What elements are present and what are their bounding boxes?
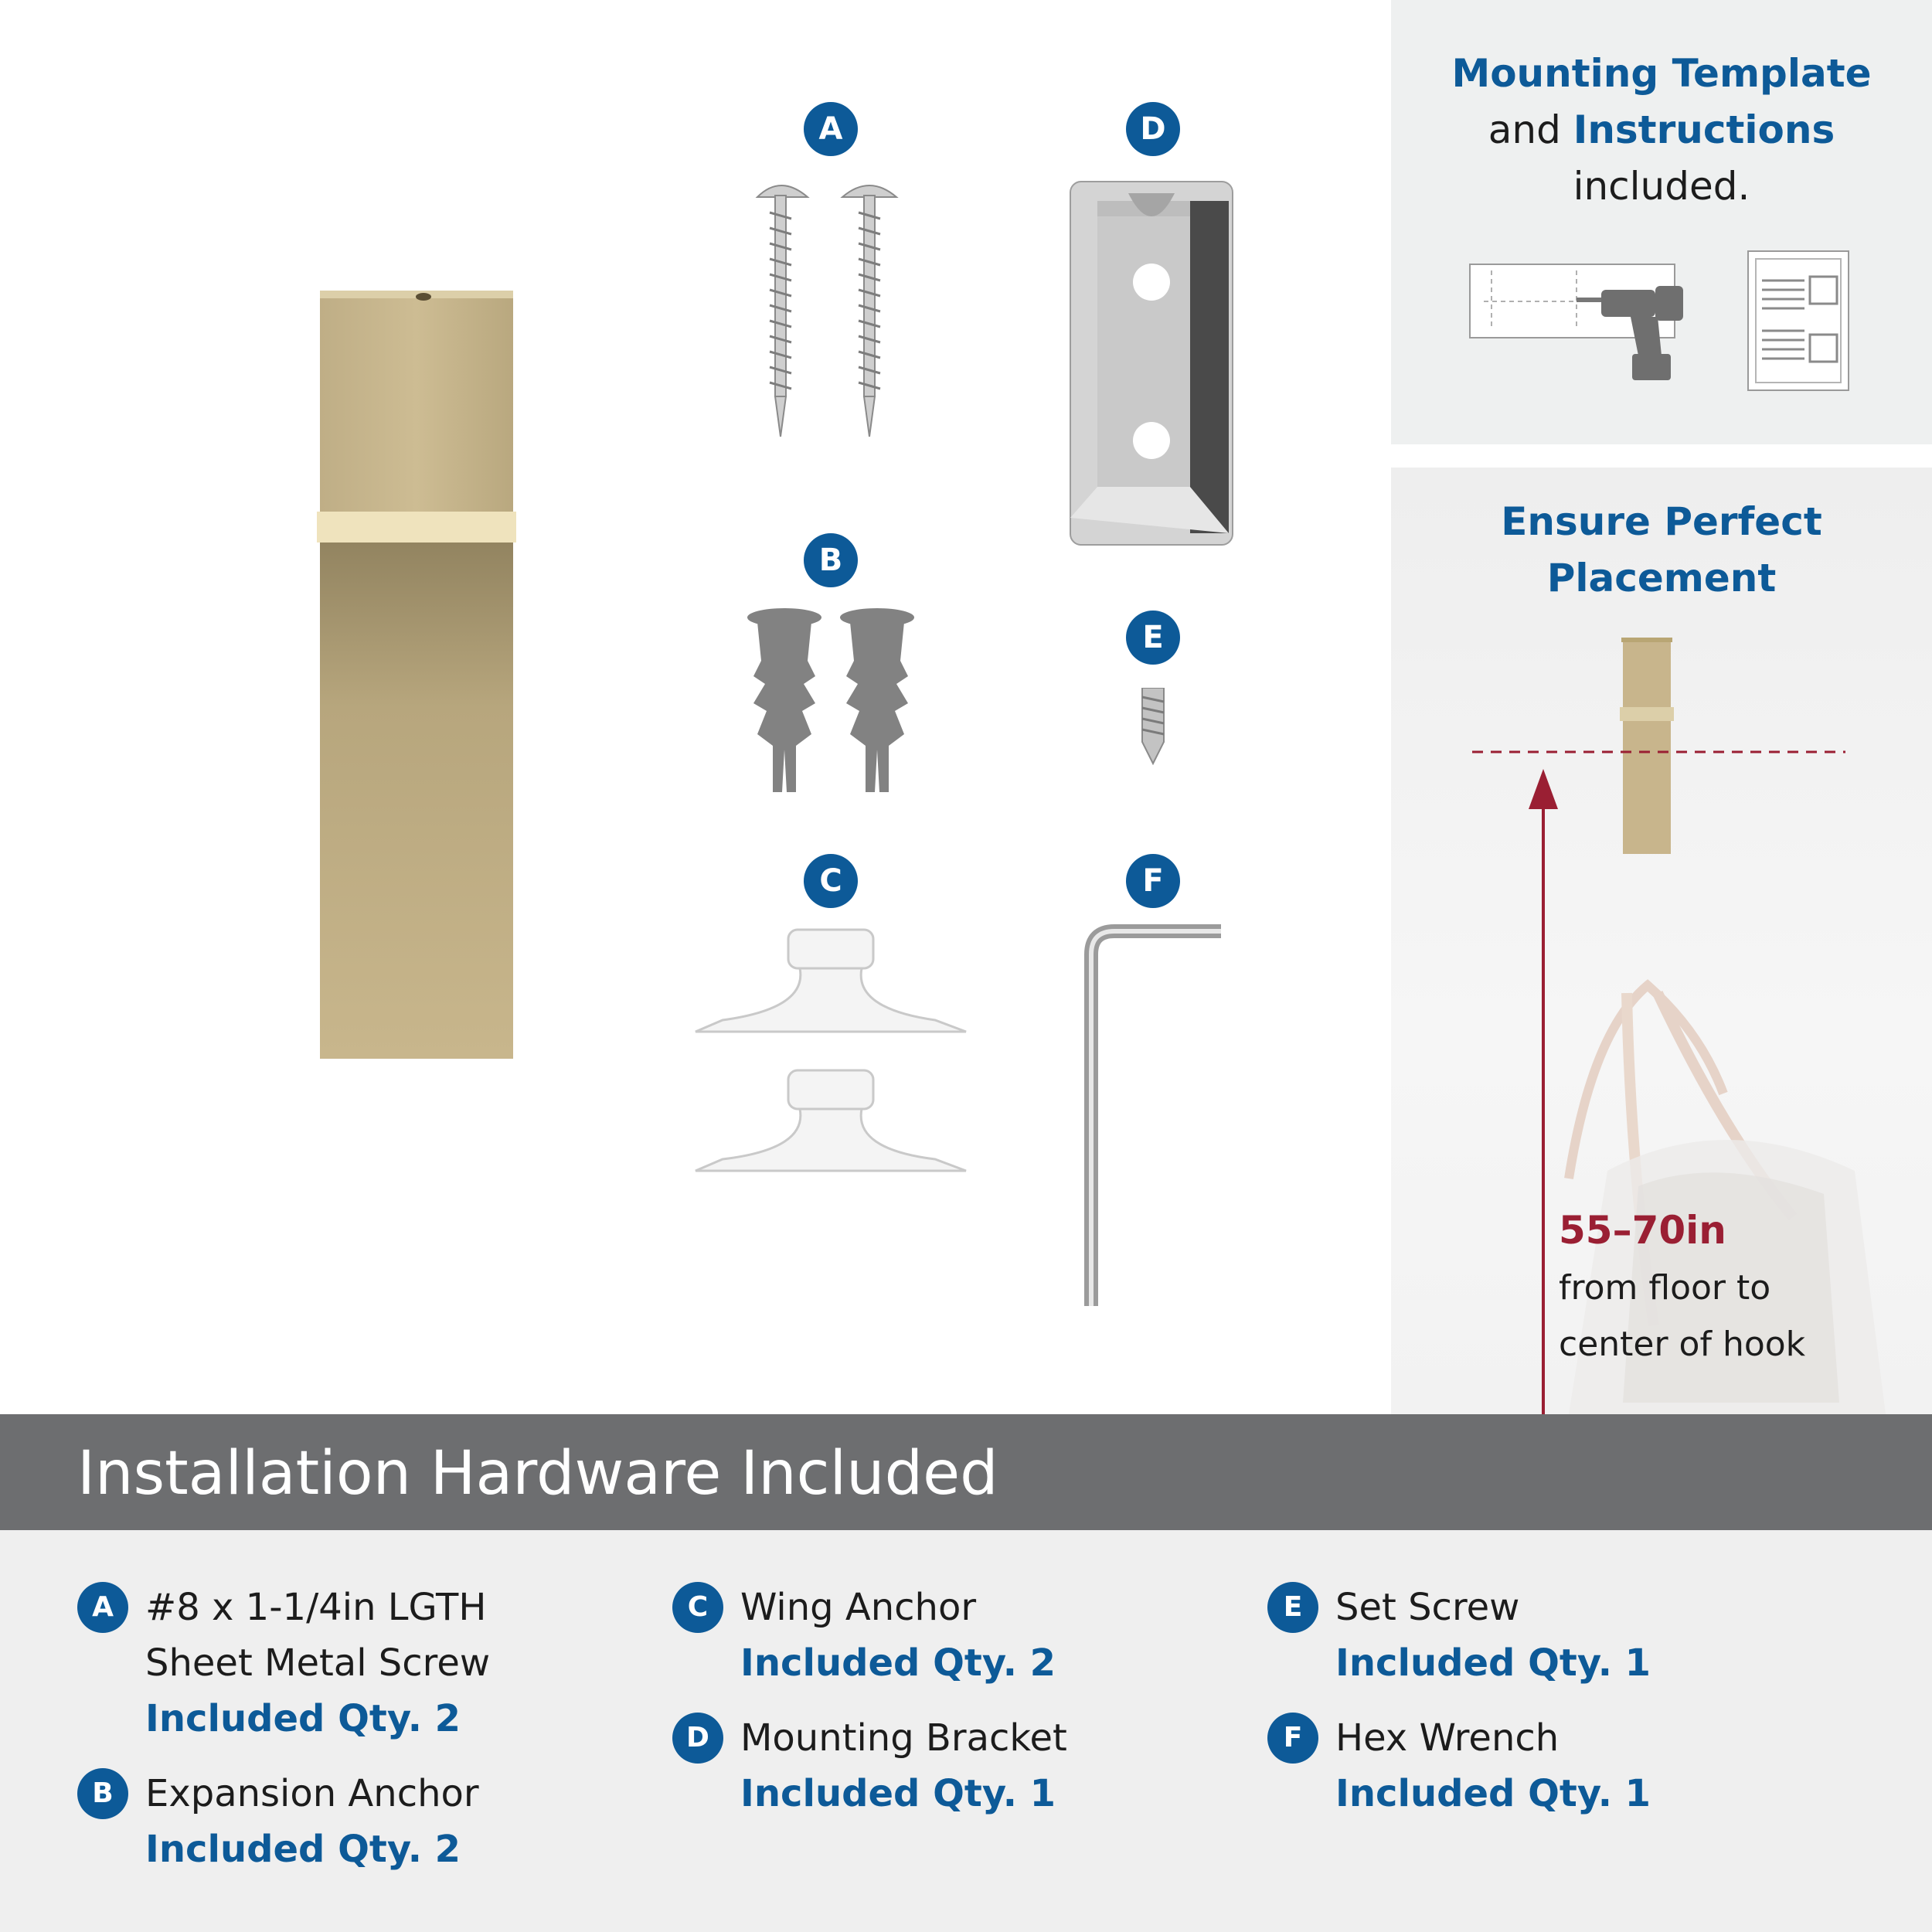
placement-panel: [1391, 468, 1932, 1414]
item-c-name: Wing Anchor: [740, 1586, 977, 1629]
template-subtitle: [1391, 101, 1932, 158]
item-a-name-line2: Sheet Metal Screw: [145, 1641, 491, 1685]
list-item-c: [687, 1580, 1173, 1691]
item-b-qty: Included Qty. 2: [145, 1828, 461, 1871]
drill-template-icon: [1468, 255, 1689, 383]
label-f-badge: F: [1126, 854, 1180, 908]
item-c-qty: Included Qty. 2: [740, 1641, 1056, 1685]
hook-product-image: [294, 286, 541, 1074]
placement-desc-line2: center of hook: [1559, 1325, 1806, 1364]
item-a-name-line1: #8 x 1-1/4in LGTH: [145, 1586, 487, 1629]
mounting-bracket-image: [1066, 178, 1236, 549]
item-f-qty: Included Qty. 1: [1335, 1772, 1651, 1815]
banner-title: Installation Hardware Included: [77, 1439, 998, 1509]
placement-range: 55–70in: [1559, 1208, 1726, 1253]
placement-title-line2: Placement: [1546, 556, 1777, 600]
sheet-metal-screw-image: [750, 174, 912, 444]
template-title: Mounting Template: [1451, 51, 1872, 96]
expansion-anchor-image: [742, 607, 920, 792]
item-a-qty: Included Qty. 2: [145, 1697, 461, 1740]
label-d-badge: D: [1126, 102, 1180, 156]
item-e-name: Set Screw: [1335, 1586, 1520, 1629]
mounting-template-panel: [1391, 0, 1932, 444]
instructions-document-icon: [1747, 250, 1851, 393]
label-e-badge: E: [1126, 611, 1180, 665]
item-d-qty: Included Qty. 1: [740, 1772, 1056, 1815]
placement-desc-line1: from floor to: [1559, 1268, 1771, 1308]
hex-wrench-image: [1082, 923, 1229, 1310]
list-item-d: [686, 1710, 1173, 1821]
hardware-banner: [0, 1414, 1932, 1530]
list-badge-c: C: [672, 1582, 723, 1633]
hardware-list: [0, 1530, 1932, 1932]
list-badge-f: F: [1267, 1713, 1318, 1764]
list-item-f: [1283, 1710, 1768, 1821]
item-b-name: Expansion Anchor: [145, 1772, 479, 1815]
item-e-qty: Included Qty. 1: [1335, 1641, 1651, 1685]
set-screw-image: [1136, 688, 1170, 765]
list-badge-e: E: [1267, 1582, 1318, 1633]
label-c-badge: C: [804, 854, 858, 908]
list-badge-a: A: [77, 1582, 128, 1633]
label-b-badge: B: [804, 533, 858, 587]
template-instructions-text: Instructions: [1573, 107, 1835, 152]
template-included-text: included.: [1573, 164, 1750, 209]
list-badge-b: B: [77, 1768, 128, 1819]
list-item-e: [1283, 1580, 1768, 1691]
placement-title-line1: Ensure Perfect: [1501, 499, 1822, 544]
list-item-a: [92, 1580, 578, 1747]
wing-anchor-image: [692, 923, 970, 1186]
template-and-text: and: [1488, 107, 1573, 152]
list-item-b: [92, 1766, 578, 1877]
list-badge-d: D: [672, 1713, 723, 1764]
label-a-badge: A: [804, 102, 858, 156]
item-d-name: Mounting Bracket: [740, 1716, 1067, 1760]
item-f-name: Hex Wrench: [1335, 1716, 1560, 1760]
